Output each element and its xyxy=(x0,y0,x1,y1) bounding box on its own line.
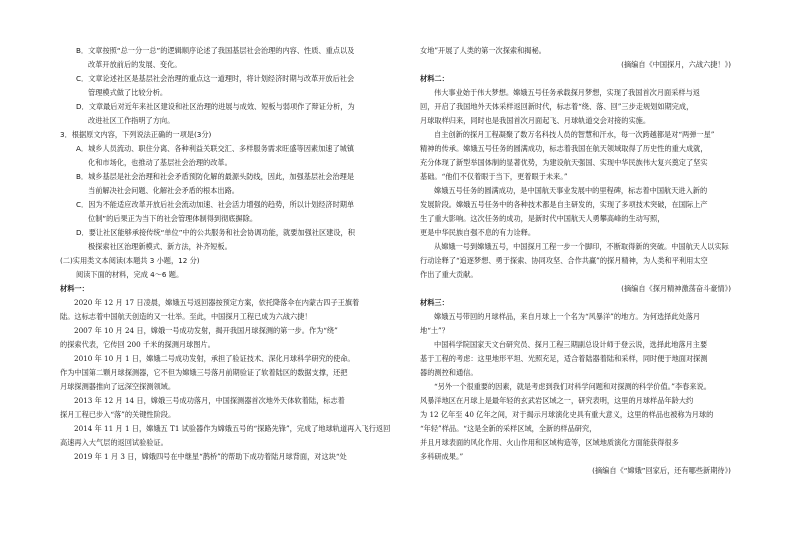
m1-p2-line2: 的探索代表，它传回 200 千米的探测月球图片。 xyxy=(60,340,215,349)
m2-p2-line4: 基础。“他们不仅着眼于当下，更着眼于未来。” xyxy=(420,172,568,181)
m2-p3-line1: 嫦娥五号任务的圆满成功，是中国航天事业发展中的里程碑，标志着中国航天进入新的 xyxy=(434,186,708,195)
m3-p3-line2: 风暴洋地区在月球上是最年轻的玄武岩区域之一，研究表明，这里的月球样品年龄大约 xyxy=(420,396,694,405)
material-2-title: 材料二： xyxy=(420,74,449,83)
m2-p4-line2: 行动诠释了“追逐梦想、勇于探索、协同攻坚、合作共赢”的探月精神，为人类和平利用太空 xyxy=(420,256,708,265)
m2-p1-line1: 伟大事业始于伟大梦想。嫦娥五号任务承载探月梦想，实现了我国首次月面采样与返 xyxy=(434,88,700,97)
m3-p1-line1: 嫦娥五号带回的月球样品，来自月球上一个名为“风暴洋”的地方。为何选择此处落月 xyxy=(434,312,701,321)
m3-p1-line2: 地“土”？ xyxy=(420,326,449,335)
left-column xyxy=(60,44,392,464)
material-1-source: (摘编自《中国探月，六战六捷！》) xyxy=(621,60,731,69)
m1-p1-line1: 2020 年 12 月 17 日凌晨，嫦娥五号返回器按预定方案，依托降落伞在内蒙古四子王旗着 xyxy=(74,298,360,307)
q3-option-d-line1: D．要让社区能够承接传统“单位”中的公共服务和社会协调功能，就要加强社区建设，积 xyxy=(76,228,355,237)
option-d-line2: 改进社区工作指明了方向。 xyxy=(88,116,175,125)
option-c-line2: 管理模式做了比较分析。 xyxy=(88,88,168,97)
right-column xyxy=(420,44,753,478)
section-heading: (二)实用类文本阅读(本题共 3 小题，12 分) xyxy=(60,256,200,265)
m1-p2-line1: 2007 年 10 月 24 日，嫦娥一号成功发射，揭开我国月球探测的第一步。作为“绕” xyxy=(74,326,338,335)
m1-p4-line2: 探月工程已步入“落”的关键性阶段。 xyxy=(60,410,176,419)
q3-option-c-line2: 位制”的后果正为当下的社会管理体制得到彻底摒除。 xyxy=(88,214,258,223)
m1-p5-line1: 2014 年 11 月 1 日，嫦娥五 T1 试验器作为嫦娥五号的“探路先锋”，完成了地球轨道再入飞行返回 xyxy=(74,424,391,433)
q3-option-a-line2: 化和市场化，也推动了基层社会治理的改革。 xyxy=(88,158,232,167)
m2-p4-line3: 作出了重大贡献。 xyxy=(420,270,478,279)
m1-p3-line1: 2010 年 10 月 1 日，嫦娥二号成功发射，承担了验证技术、深化月球科学研究的使命。 xyxy=(74,354,355,363)
material-1-title: 材料一： xyxy=(60,284,89,293)
m2-p2-line3: 充分体现了新型举国体制的显著优势，为建设航天强国、实现中华民族伟大复兴奠定了坚实 xyxy=(420,158,708,167)
q3-option-b-line2: 当前解决社会问题、化解社会矛盾的根本出路。 xyxy=(88,186,239,195)
m1-p3-line2: 作为中国第二颗月球探测器，它不但为嫦娥三号落月前期验证了软着陆区的数据支撑，还把 xyxy=(60,368,348,377)
m2-p1-line2: 回，开启了我国地外天体采样返回新时代，标志着“绕、落、回”三步走规划如期完成， xyxy=(420,102,694,111)
option-c-line1: C．文章论述社区是基层社会治理的重点这一道理时，将计划经济时期与改革开放后社会 xyxy=(76,74,355,83)
material-3-title: 材料三： xyxy=(420,298,449,307)
material-3-source: (摘编自《“嫦娥”回家后，还有哪些新期待》) xyxy=(592,466,731,475)
m1-p3-line3: 月球探测器推向了远深空探测领域。 xyxy=(60,382,176,391)
option-b-line1: B．文章按照“总一分一总”的逻辑顺序论述了我国基层社会治理的内容、性质、重点以及 xyxy=(76,46,355,55)
m1-p1-line2: 陆。这标志着中国航天创造的又一壮举。至此，中国探月工程已成为六战六捷！ xyxy=(60,312,312,321)
instruction: 阅读下面的材料，完成 4～6 题。 xyxy=(76,270,184,279)
m1-p6-line1: 2019 年 1 月 3 日，嫦娥四号在中继星“鹊桥”的帮助下成功着陆月球背面，对这块“处 xyxy=(74,452,347,461)
m1-p4-line1: 2013 年 12 月 14 日，嫦娥三号成功落月，中国探测器首次地外天体软着陆，标志着 xyxy=(74,396,345,405)
m3-p4-line1: 多科研成果。” xyxy=(420,452,464,461)
q3-option-a-line1: A．城乡人员流动、职住分离、各种利益关联交汇、多样服务需求旺盛等因素加速了城镇 xyxy=(76,144,355,153)
m3-p2-line3: 器的测控和通信。 xyxy=(420,368,478,377)
m1-end-line: 女地”开展了人类的第一次探索和揭秘。 xyxy=(420,46,546,55)
m2-p2-line2: 精神的传承。嫦娥五号任务的圆满成功，标志着我国在航天领域取得了历史性的重大成就， xyxy=(420,144,708,153)
m2-p1-line3: 月球取样归来，同时也是我国首次月面起飞、月球轨道交会对接的实施。 xyxy=(420,116,651,125)
m3-p2-line2: 基于工程的考虑：这里地形平坦、光照充足，适合着陆器着陆和采样，同时便于地面对探测 xyxy=(420,354,708,363)
option-b-line2: 改革开放前后的发展、变化。 xyxy=(88,60,182,69)
m2-p3-line2: 发展阶段。嫦娥五号任务中的各种技术都是自主研发的，实现了多项技术突破，在国际上产 xyxy=(420,200,708,209)
m3-p2-line1: 中国科学院国家天文台研究员、探月工程三期副总设计师于登云说，选择此地落月主要 xyxy=(434,340,708,349)
question-3: 3．根据原文内容，下列说法正确的一项是(3分) xyxy=(60,130,212,139)
q3-option-b-line1: B．城乡基层是社会治理和社会矛盾预防化解的最源头防线，因此，加强基层社会治理是 xyxy=(76,172,355,181)
m3-p3-line3: 为 12 亿年至 40 亿年之间，对于揭示月球演化史具有重大意义，这里的样品也被称为月球的 xyxy=(420,410,714,419)
material-2-source: (摘编自《探月精神激荡奋斗豪情》) xyxy=(621,284,731,293)
m3-p3-line4: “年轻”样品。“这是全新的采样区域，全新的样品研究， xyxy=(420,424,597,433)
q3-option-d-line2: 极探索社区治理新模式、新方法，补齐短板。 xyxy=(88,242,232,251)
m3-p3-line1: “另外一个很重要的因素，就是考虑到我们对科学问题和对探测的科学价值。”李春来说。 xyxy=(434,382,711,391)
option-d-line1: D．文章最后对近年来社区建设和社区治理的进展与成效、短板与弱项作了辩证分析，为 xyxy=(76,102,355,111)
m2-p3-line3: 生了重大影响。这次任务的成功，是新时代中国航天人勇攀高峰的生动写照， xyxy=(420,214,665,223)
m1-p5-line2: 高速再入大气层的返回试验验证。 xyxy=(60,438,168,447)
m3-p3-line5: 并且月球表面的风化作用、火山作用和区域构造等，区域地质演化方面能获得很多 xyxy=(420,438,679,447)
m2-p4-line1: 从嫦娥一号到嫦娥五号，中国探月工程一步一个脚印，不断取得新的突破。中国航天人以实际 xyxy=(434,242,729,251)
q3-option-c-line1: C．因为不能适应改革开放后社会流动加速、社会活力增强的趋势，所以计划经济时期单 xyxy=(76,200,355,209)
m2-p2-line1: 自主创新的探月工程凝聚了数万名科技人员的智慧和汗水，每一次跨越都是对“两弹一星” xyxy=(434,130,715,139)
m2-p3-line4: 更是中华民族自强不息的有力诠释。 xyxy=(420,228,536,237)
